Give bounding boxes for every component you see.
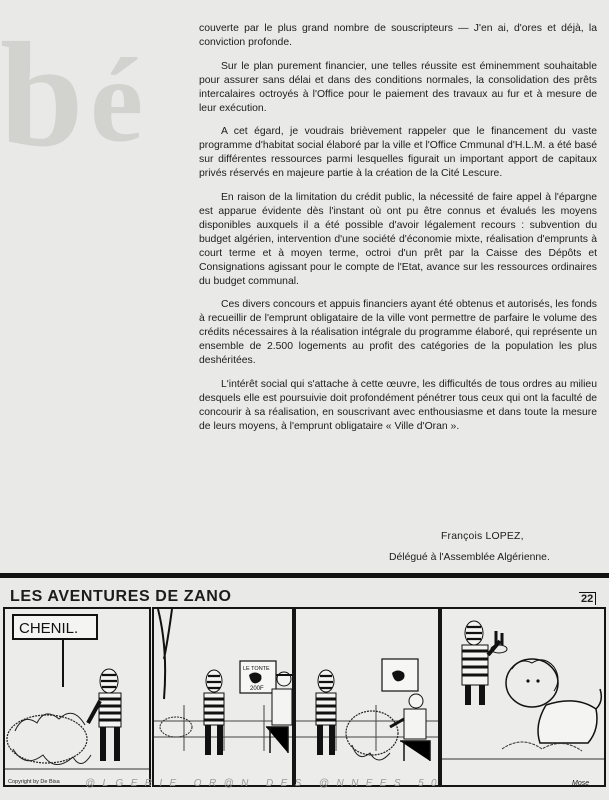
zebra-figure: [88, 669, 121, 761]
panel-1-drawing: [5, 609, 149, 785]
article-paragraph: En raison de la limitation du crédit public, la nécessité de faire appel à l'épargne est apparue évidente dès l'instant où ont pu être connus et évalués les moyens disponibles auxquels il a été possible d'avoir légalement recours : subvention du budget algérien, intervention d'une société d'économie mixte, réalisation d'emprunts à court terme et à moyen terme, octroi d'un prêt par la Caisse des Dépôts et Consignations agissant pour le compte de l'Etat, avance sur les ressources ordinaires du budget communal.: [199, 192, 597, 287]
poster-text: LE TONTE: [243, 666, 270, 672]
signature-name: François LOPEZ,: [441, 531, 524, 542]
background-ghost-glyph: b: [0, 12, 84, 178]
comic-panel-3: [294, 607, 440, 787]
article-paragraph: couverte par le plus grand nombre de souscripteurs — J'en ai, d'ores et déjà, la conviction profonde.: [199, 23, 597, 48]
artist-signature: Mose: [572, 780, 590, 787]
article-paragraph: L'intérêt social qui s'attache à cette œuvre, les difficultés de tous ordres au milieu desquels elle est poursuivie doit profondément pénétrer tous ceux qui ont la faculté de concourir à sa réalisation, en souscrivant avec enthousiasme et dans toute la mesure de leurs moyens, à l'emprunt obligataire « Ville d'Oran ».: [199, 378, 597, 432]
zebra-figure: [462, 621, 500, 705]
comic-panel-1: [3, 607, 151, 787]
article-body: [199, 22, 597, 444]
episode-number: 22: [579, 592, 596, 605]
comic-panel-4: [440, 607, 606, 787]
comic-separator: [0, 573, 609, 578]
zebra-figure: [204, 670, 224, 755]
poster-price: 200F: [250, 686, 264, 692]
panel-4-drawing: [442, 609, 604, 785]
kennel-sign: CHENIL.: [19, 620, 79, 637]
lion-figure: [506, 659, 601, 743]
panel-2-drawing: [154, 609, 292, 785]
article-paragraph: A cet égard, je voudrais brièvement rappeler que le financement du vaste programme d'habitat social élaboré par la ville et l'Office Cmmunal d'H.L.M. a été basé sur différentes ressources parmi lesquelles figurait un important apport de capitaux privés réservés en majeure partie à la création de la Cité Lescure.: [199, 126, 597, 180]
signature-role: Délégué à l'Assemblée Algérienne.: [389, 552, 550, 563]
copyright-notice: Copyright by De Bisa: [8, 779, 60, 785]
site-watermark: @LGERIE OR@N DES @NNEES 50: [85, 778, 445, 789]
article-paragraph: Sur le plan purement financier, une telles réussite est éminemment souhaitable pour assurer sans délai et dans des conditions normales, la consolidation des prêts intercalaires octroyés à l'Office pour le paiement des travaux au fur et à mesure de leur exécution.: [199, 60, 597, 114]
barber-figure: [390, 694, 430, 761]
background-ghost-glyph: é: [90, 33, 144, 166]
article-paragraph: Ces divers concours et appuis financiers ayant été obtenus et autorisés, les fonds à recueillir de l'emprunt obligataire de la ville vont permettre de parfaire le volume des crédits nécessaires à la réalisation intégrale du programme élaboré, qui représente un ensemble de 2.500 logements au profit des catégories de la population les plus deshéritées.: [199, 299, 598, 367]
zebra-figure: [316, 670, 336, 755]
comic-panel-2: [152, 607, 294, 787]
panel-3-drawing: [296, 609, 438, 785]
comic-title: LES AVENTURES DE ZANO: [10, 588, 232, 605]
